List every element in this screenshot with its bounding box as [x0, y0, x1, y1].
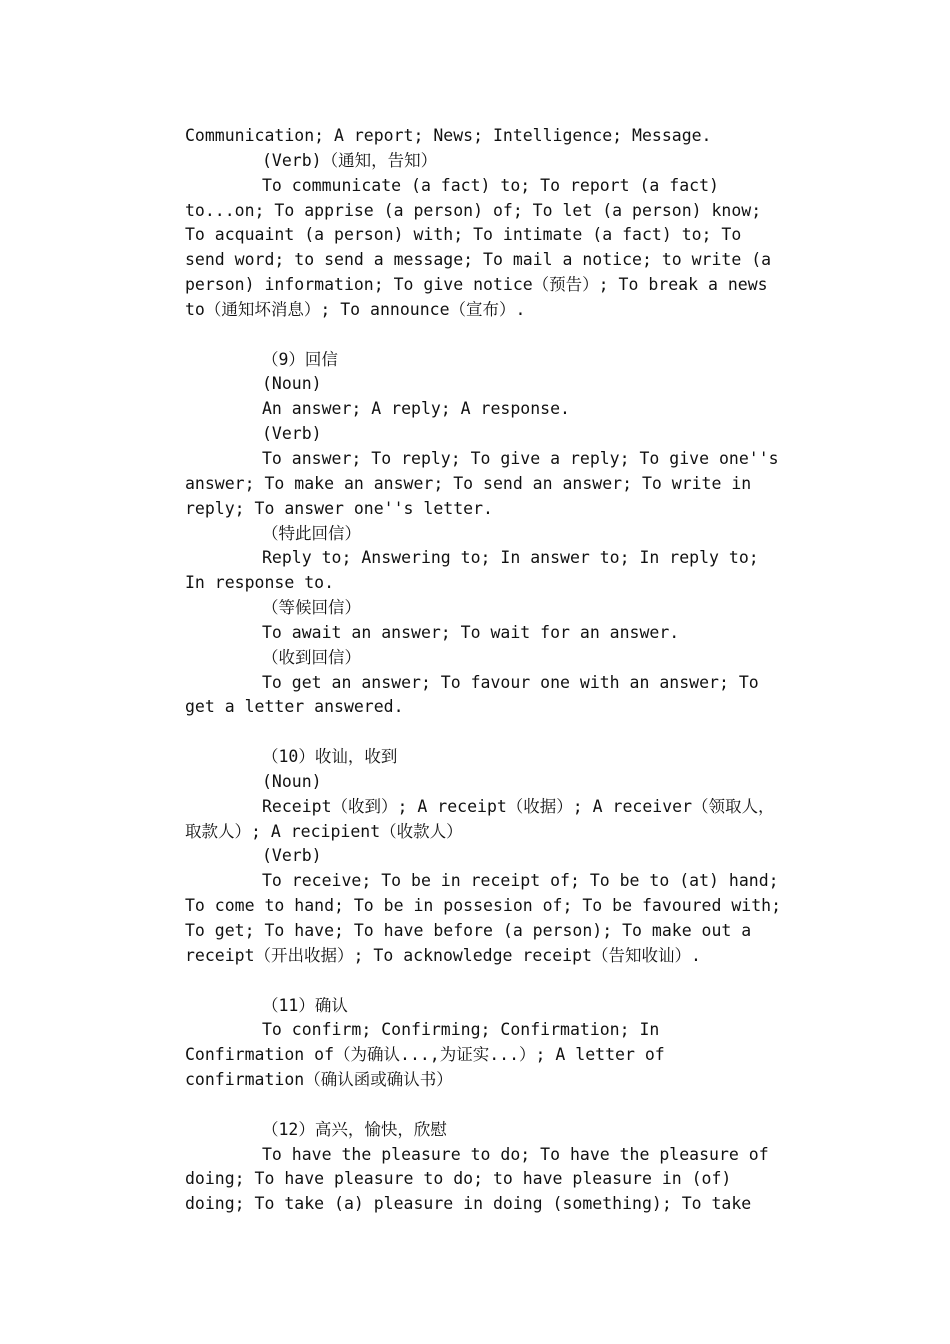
text-line: 取款人）; A recipient（收款人） — [185, 821, 463, 841]
text-line: (Noun) — [262, 771, 322, 791]
blank-line — [185, 1093, 775, 1118]
text-line: (Verb) — [262, 424, 322, 444]
text-line: doing; To take (a) pleasure in doing (something); To take — [185, 1194, 752, 1214]
text-line: (Noun) — [262, 374, 322, 394]
text-line: To receive; To be in receipt of; To be to (at) hand; — [262, 871, 779, 891]
text-line: （11）确认 — [262, 995, 348, 1015]
text-line: person) information; To give notice（预告）; To break a news — [185, 275, 768, 295]
text-line: （9）回信 — [262, 349, 338, 369]
text-line: （收到回信） — [262, 647, 361, 667]
text-line: To communicate (a fact) to; To report (a fact) — [262, 175, 719, 195]
text-line: To acquaint (a person) with; To intimate (a fact) to; To — [185, 225, 742, 245]
text-line: confirmation（确认函或确认书） — [185, 1070, 453, 1090]
text-line: doing; To have pleasure to do; to have pleasure in (of) — [185, 1169, 732, 1189]
text-line: To confirm; Confirming; Confirmation; In — [262, 1020, 660, 1040]
text-line: In response to. — [185, 573, 335, 593]
text-line: （12）高兴，愉快，欣慰 — [262, 1119, 447, 1139]
text-line: reply; To answer one''s letter. — [185, 498, 493, 518]
text-line: To answer; To reply; To give a reply; To give one''s — [262, 448, 779, 468]
text-line: get a letter answered. — [185, 697, 404, 717]
text-line: Reply to; Answering to; In answer to; In reply to; — [262, 548, 759, 568]
text-line: (Verb) — [262, 846, 322, 866]
document-body — [185, 124, 782, 1217]
text-line: (Verb)（通知，告知） — [262, 150, 438, 170]
text-line: to...on; To apprise (a person) of; To let (a person) know; — [185, 200, 762, 220]
text-line: （10）收讪，收到 — [262, 747, 398, 767]
blank-line — [185, 323, 775, 348]
text-line: Receipt（收到）; A receipt（收据）; A receiver（领取人， — [262, 796, 775, 816]
blank-line — [185, 969, 775, 994]
text-line: Communication; A report; News; Intelligence; Message. — [185, 126, 712, 145]
text-line: To come to hand; To be in possesion of; To be favoured with; — [185, 896, 782, 916]
text-line: answer; To make an answer; To send an answer; To write in — [185, 473, 752, 493]
text-line: To get; To have; To have before (a person); To make out a — [185, 921, 752, 940]
text-line: To await an answer; To wait for an answer. — [262, 622, 680, 642]
text-line: An answer; A reply; A response. — [262, 399, 570, 419]
text-line: receipt（开出收据）; To acknowledge receipt（告知收讪）. — [185, 945, 701, 965]
text-line: Confirmation of（为确认...,为证实...）; A letter of — [185, 1045, 665, 1065]
text-line: send word; to send a message; To mail a notice; to write (a — [185, 250, 772, 270]
text-line: to（通知坏消息）; To announce（宣布）. — [185, 299, 526, 319]
text-line: To get an answer; To favour one with an answer; To — [262, 672, 759, 692]
text-line: （特此回信） — [262, 523, 361, 543]
text-line: （等候回信） — [262, 598, 361, 618]
text-line: To have the pleasure to do; To have the pleasure of — [262, 1144, 769, 1164]
blank-line — [185, 720, 775, 745]
